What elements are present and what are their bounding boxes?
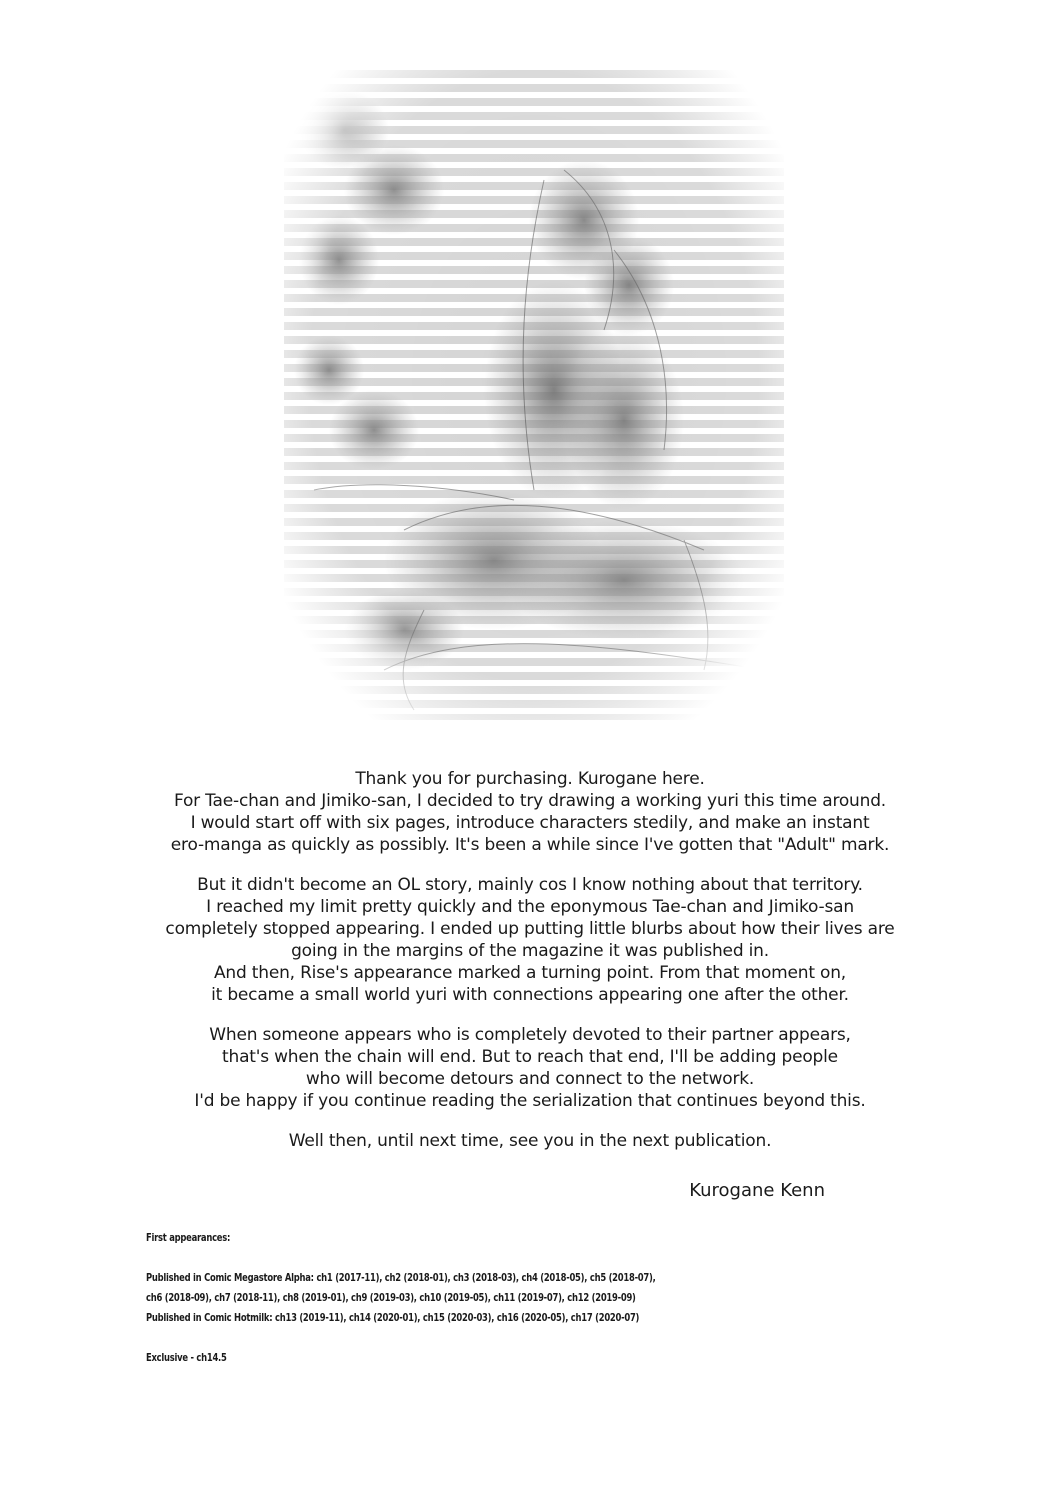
afterword-line: that's when the chain will end. But to reach that end, I'll be adding people [222, 1047, 838, 1067]
afterword-text [150, 768, 910, 1170]
afterword-line: Thank you for purchasing. Kurogane here. [355, 769, 705, 789]
afterword-paragraph-4 [150, 1130, 910, 1152]
afterword-line: I would start off with six pages, introduce characters stedily, and make an instant [190, 813, 870, 833]
sketch-illustration-icon [284, 70, 784, 750]
credits-heading-block [146, 1228, 826, 1248]
afterword-line: I reached my limit pretty quickly and the eponymous Tae-chan and Jimiko-san [206, 897, 854, 917]
credits-publications [146, 1268, 826, 1328]
author-signature: Kurogane Kenn [689, 1180, 825, 1201]
afterword-line: And then, Rise's appearance marked a turning point. From that moment on, [213, 963, 847, 983]
afterword-line: going in the margins of the magazine it was published in. [291, 941, 769, 961]
afterword-paragraph-1 [150, 768, 910, 856]
afterword-paragraph-3 [150, 1024, 910, 1112]
sketch-illustration [284, 70, 784, 750]
exclusive-chapter: Exclusive - ch14.5 [146, 1351, 227, 1364]
publication-line: Published in Comic Megastore Alpha: ch1 (2017-11), ch2 (2018-01), ch3 (2018-03), ch4 (2018-05), ch5 (2018-07), [146, 1271, 656, 1284]
afterword-paragraph-2 [150, 874, 910, 1006]
credits-exclusive-block [146, 1348, 826, 1368]
afterword-line: For Tae-chan and Jimiko-san, I decided to try drawing a working yuri this time around. [174, 791, 886, 811]
first-appearances-credits [146, 1228, 826, 1388]
afterword-line: When someone appears who is completely devoted to their partner appears, [209, 1025, 851, 1045]
afterword-line: ero-manga as quickly as possibly. It's been a while since I've gotten that "Adult" mark. [170, 835, 890, 855]
publication-line: ch6 (2018-09), ch7 (2018-11), ch8 (2019-01), ch9 (2019-03), ch10 (2019-05), ch11 (2019-07), ch12 (2019-09) [146, 1291, 636, 1304]
afterword-line: But it didn't become an OL story, mainly cos I know nothing about that territory. [197, 875, 863, 895]
afterword-line: I'd be happy if you continue reading the serialization that continues beyond this. [194, 1091, 866, 1111]
publication-line: Published in Comic Hotmilk: ch13 (2019-11), ch14 (2020-01), ch15 (2020-03), ch16 (2020-05), ch17 (2020-07) [146, 1311, 640, 1324]
afterword-line: who will become detours and connect to the network. [305, 1069, 755, 1089]
credits-heading: First appearances: [146, 1231, 231, 1244]
afterword-line: Well then, until next time, see you in the next publication. [288, 1131, 772, 1151]
afterword-line: it became a small world yuri with connections appearing one after the other. [211, 985, 849, 1005]
afterword-line: completely stopped appearing. I ended up putting little blurbs about how their lives are [165, 919, 895, 939]
